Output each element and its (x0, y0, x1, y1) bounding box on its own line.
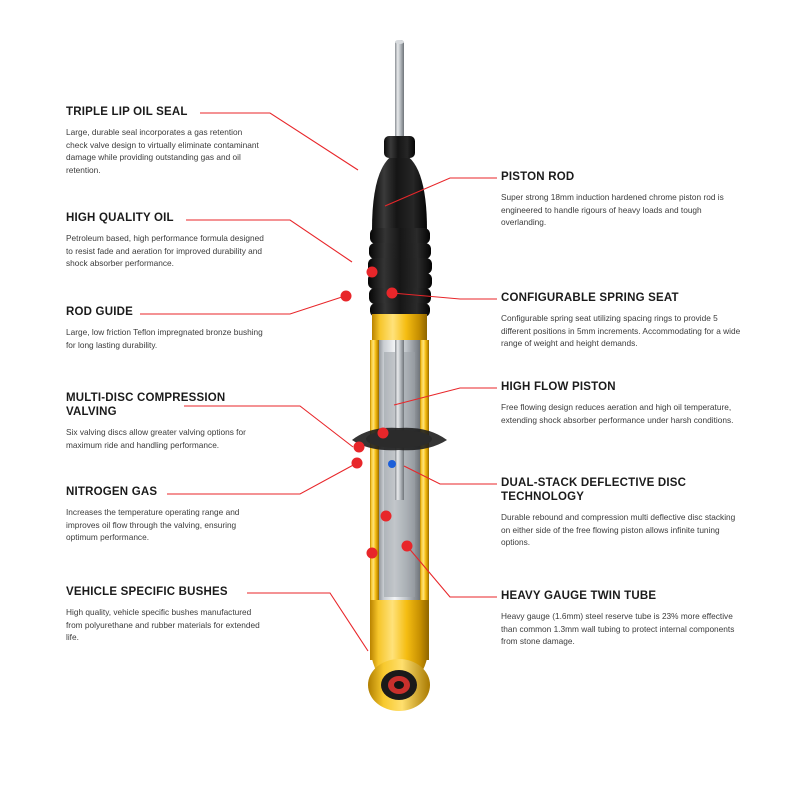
callout-piston-rod (501, 170, 741, 229)
callout-body: Durable rebound and compression multi deflective disc stacking on either side of the free flowing piston allows infinite tuning options. (501, 512, 736, 548)
callout-title: DUAL-STACK DEFLECTIVE DISC TECHNOLOGY (501, 477, 687, 503)
callout-title: TRIPLE LIP OIL SEAL (66, 106, 188, 118)
callout-title: MULTI-DISC COMPRESSION VALVING (66, 392, 226, 418)
callout-body: Large, durable seal incorporates a gas retention check valve design to virtually eliminate contaminant damage while providing outstanding gas and oil retention. (66, 127, 259, 175)
callout-body: High quality, vehicle specific bushes manufactured from polyurethane and rubber materials for extended life. (66, 607, 260, 643)
callout-title: HIGH QUALITY OIL (66, 212, 174, 224)
callout-title: HEAVY GAUGE TWIN TUBE (501, 590, 657, 602)
callout-title: HIGH FLOW PISTON (501, 381, 616, 393)
callout-title: CONFIGURABLE SPRING SEAT (501, 292, 679, 304)
callout-body: Large, low friction Teflon impregnated bronze bushing for long lasting durability. (66, 327, 263, 350)
callout-title: VEHICLE SPECIFIC BUSHES (66, 586, 228, 598)
callout-body: Increases the temperature operating range and improves oil flow through the valving, ensuring optimum performance. (66, 507, 240, 543)
callout-configurable-spring-seat (501, 291, 741, 350)
shock-absorber-illustration (300, 40, 500, 720)
callout-heavy-gauge-twin-tube (501, 589, 741, 648)
callout-body: Six valving discs allow greater valving options for maximum ride and handling performance. (66, 427, 246, 450)
callout-triple-lip-oil-seal (66, 105, 266, 176)
callout-dual-stack-deflective-disc-technology (501, 476, 741, 549)
callout-rod-guide (66, 305, 266, 351)
callout-multi-disc-compression-valving (66, 391, 266, 451)
callout-title: PISTON ROD (501, 171, 575, 183)
callout-nitrogen-gas (66, 485, 266, 544)
callout-high-flow-piston (501, 380, 741, 426)
callout-high-quality-oil (66, 211, 266, 270)
callout-body: Heavy gauge (1.6mm) steel reserve tube is 23% more effective than common 1.3mm wall tubing to protect internal components from stone damage. (501, 611, 735, 647)
callout-body: Configurable spring seat utilizing spacing rings to provide 5 different positions in 5mm increments. Accommodating for a wide range of weight and height demands. (501, 313, 741, 349)
callout-title: ROD GUIDE (66, 306, 133, 318)
callout-body: Petroleum based, high performance formula designed to resist fade and aeration for improved durability and shock absorber performance. (66, 233, 264, 269)
callout-body: Free flowing design reduces aeration and high oil temperature, extending shock absorber performance under harsh conditions. (501, 402, 734, 425)
callout-vehicle-specific-bushes (66, 585, 266, 644)
callout-body: Super strong 18mm induction hardened chrome piston rod is engineered to handle rigours of heavy loads and tough overlanding. (501, 192, 724, 228)
callout-title: NITROGEN GAS (66, 486, 158, 498)
